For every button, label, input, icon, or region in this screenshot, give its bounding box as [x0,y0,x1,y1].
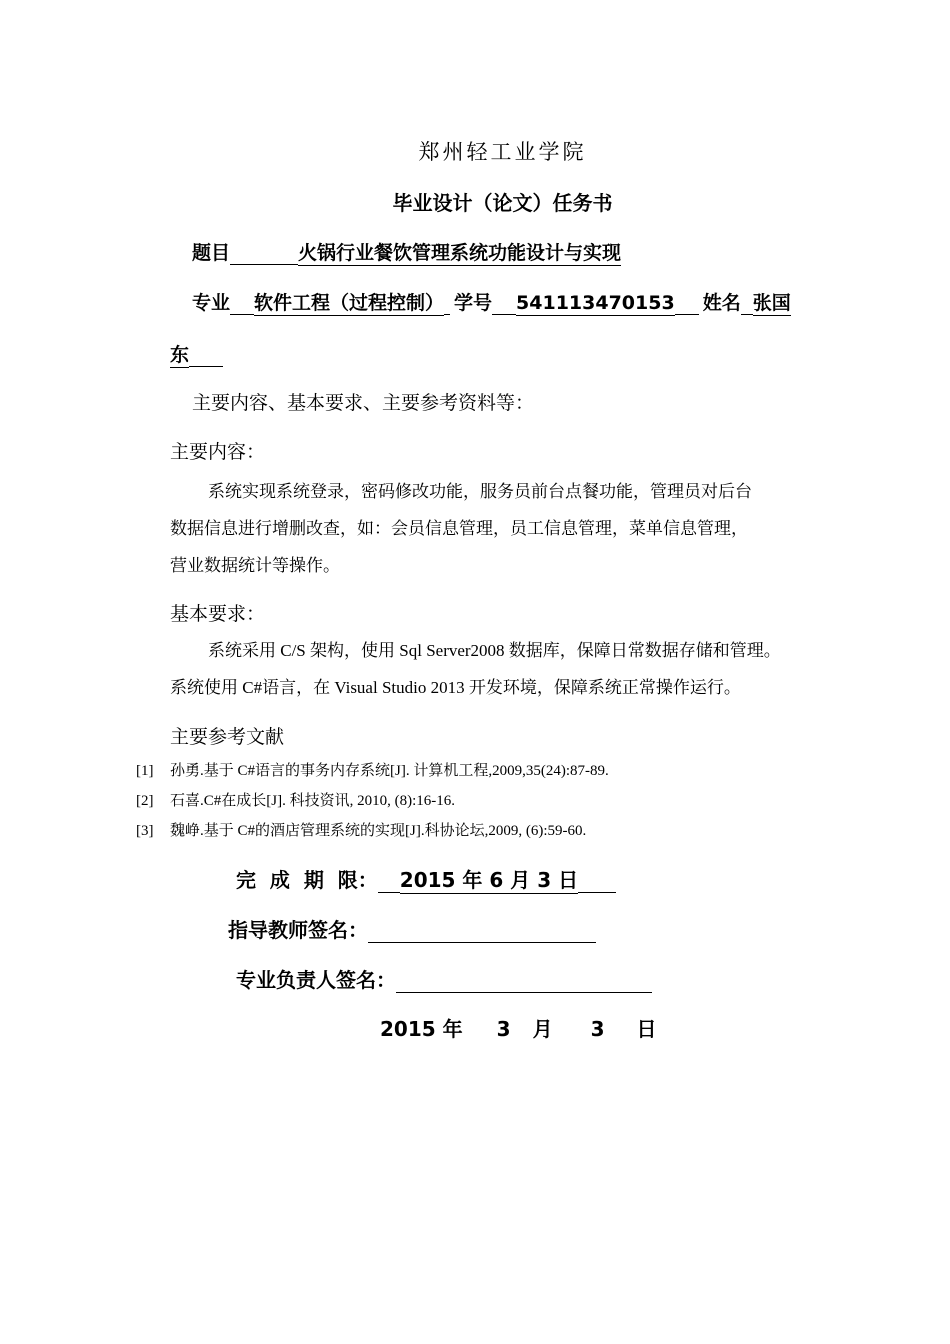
deadline-row [236,864,616,893]
topic-underline-pad [230,242,298,265]
advisor-signature-label: 指导教师签名： [228,918,368,942]
date-day: 3 [590,1017,605,1041]
date-day-unit: 日 [636,1017,657,1041]
id-label: 学号 [454,292,493,314]
name-value-part2: 东 [170,344,190,366]
content-line: 数据信息进行增删改查，如：会员信息管理，员工信息管理，菜单信息管理， [170,519,748,538]
name-value-part1: 张国 [752,292,791,314]
student-info-row [192,288,791,315]
director-signature-row [236,964,652,993]
reference-item [136,759,609,780]
deadline-underline-pad-right [578,870,616,893]
major-value: 软件工程（过程控制） [254,292,445,314]
name-underline-tail [189,344,223,367]
date-month-unit: 月 [532,1017,553,1041]
reference-text: 魏峥.基于 C#的酒店管理系统的实现[J].科协论坛,2009, (6):59-60. [170,823,587,839]
director-signature-label: 专业负责人签名： [236,968,396,992]
reference-text: 孙勇.基于 C#语言的事务内存系统[J]. 计算机工程,2009,35(24):87-89. [170,763,609,779]
reference-number: [2] [136,793,154,809]
date-month: 3 [496,1017,511,1041]
school-name: 郑州轻工业学院 [418,140,587,164]
id-value: 541113470153 [516,292,675,314]
major-underline-pad-left [230,292,254,315]
topic-row [192,238,621,265]
references-heading: 主要参考文献 [170,726,285,748]
content-line: 系统实现系统登录，密码修改功能，服务员前台点餐功能，管理员对后台 [208,482,752,501]
reference-item [136,819,586,840]
deadline-underline-pad-left [378,870,400,893]
deadline-value: 2015 年 6 月 3 日 [399,868,579,892]
reference-text: 石喜.C#在成长[J]. 科技资讯, 2010, (8):16-16. [170,793,455,809]
id-underline-pad-left [492,292,516,315]
document-title: 毕业设计（论文）任务书 [392,191,613,215]
major-label: 专业 [192,292,231,314]
major-underline-pad-right [444,292,450,315]
content-line: 营业数据统计等操作。 [170,556,340,575]
reference-item [136,789,455,810]
deadline-label: 完 成 期 限： [236,868,378,892]
student-name-continued [170,340,223,367]
reference-number: [1] [136,763,154,779]
name-label: 姓名 [702,292,741,314]
date-year: 2015 年 [380,1017,463,1041]
date-row [380,1013,656,1042]
advisor-signature-row [228,914,596,943]
id-underline-pad-right [675,292,699,315]
topic-label: 题目 [192,242,231,264]
topic-value: 火锅行业餐饮管理系统功能设计与实现 [298,242,622,264]
requirements-line: 系统采用 C/S 架构，使用 Sql Server2008 数据库，保障日常数据存储和管理。 [208,641,781,660]
section-heading: 主要内容、基本要求、主要参考资料等： [192,392,535,414]
name-underline-pad [741,292,753,315]
reference-number: [3] [136,823,154,839]
advisor-signature-line [368,920,596,943]
director-signature-line [396,970,652,993]
requirements-heading: 基本要求： [170,603,266,625]
requirements-line: 系统使用 C#语言，在 Visual Studio 2013 开发环境，保障系统正常操作运行。 [170,678,741,697]
content-heading: 主要内容： [170,441,266,463]
